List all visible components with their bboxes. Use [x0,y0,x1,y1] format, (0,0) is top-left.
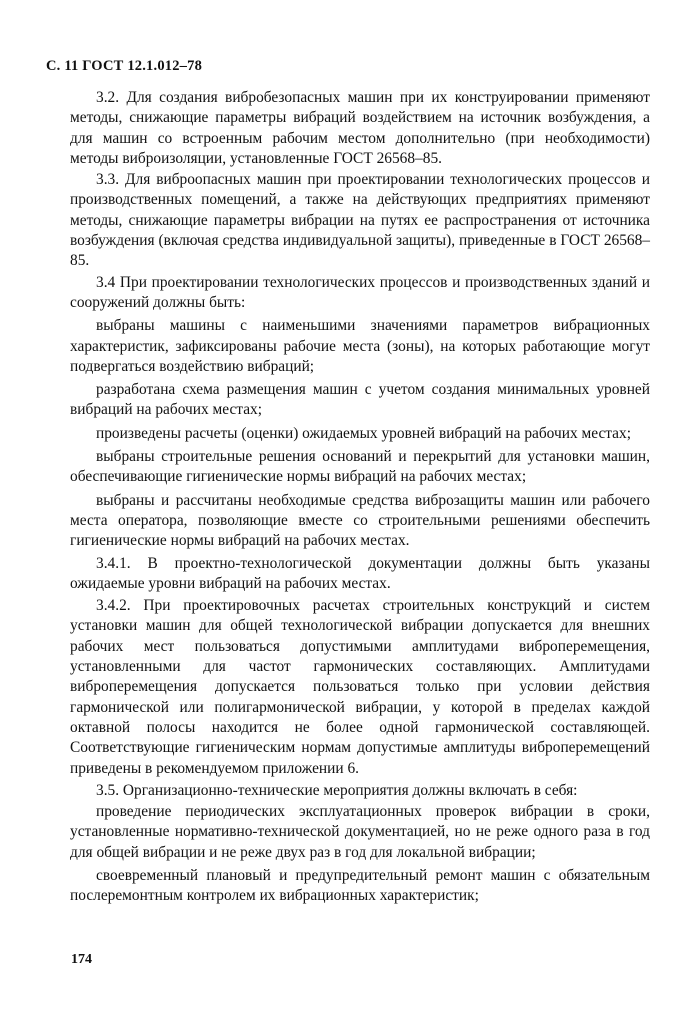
paragraph-3-4: 3.4 При проектировании технологических процессов и производственных зданий и сооружений должны быть: [70,273,650,311]
document-body [70,88,650,908]
paragraph-3-4-item-5: выбраны и рассчитаны необходимые средства виброзащиты машин или рабочего места оператора, позволяющие вместе со строительными решениями обеспечить гигиенические нормы вибраций на рабочих местах. [70,491,650,550]
paragraph-3-4-item-3: произведены расчеты (оценки) ожидаемых уровней вибраций на рабочих местах; [96,424,631,442]
running-header: С. 11 ГОСТ 12.1.012–78 [46,58,203,74]
paragraph-3-4-1: 3.4.1. В проектно-технологической документации должны быть указаны ожидаемые уровни вибраций на рабочих местах. [70,554,650,592]
paragraph-3-4-2: 3.4.2. При проектировочных расчетах строительных конструкций и систем установки машин для общей технологической вибрации допускается для внешних рабочих мест пользоваться допустимыми амплитудами виброперемещения, установленными для частот гармонических составляющих. Амплитудами виброперемещения допускается пользоваться только при условии действия гармонической или полигармонической вибрации, у которой в пределах каждой октавной полосы находится не более одной гармонической составляющей. Соответствующие гигиеническим нормам допустимые амплитуды виброперемещений приведены в рекомендуемом приложении 6. [70,597,650,777]
paragraph-3-4-item-2: разработана схема размещения машин с учетом создания минимальных уровней вибраций на рабочих местах; [70,381,650,419]
paragraph-3-4-item-4: выбраны строительные решения оснований и перекрытий для установки машин, обеспечивающие гигиенические нормы вибраций на рабочих местах; [70,448,650,486]
paragraph-3-5-item-2: своевременный плановый и предупредительный ремонт машин с обязательным послеремонтным контролем их вибрационных характеристик; [70,866,650,905]
paragraph-3-3: 3.3. Для виброопасных машин при проектировании технологических процессов и производственных помещений, а также на действующих предприятиях применяют методы, снижающие параметры вибрации на путях ее распространения от источника возбуждения (включая средства индивидуальной защиты), приведенные в ГОСТ 26568–85. [70,171,650,270]
paragraph-3-2: 3.2. Для создания вибробезопасных машин при их конструировании применяют методы, снижающие параметры вибраций воздействием на источник возбуждения, а для машин со встроенным рабочим местом дополнительно (при необходимости) методы виброизоляции, установленные ГОСТ 26568–85. [70,89,650,167]
paragraph-3-5-item-1: проведение периодических эксплуатационных проверок вибрации в сроки, установленные нормативно-технической документацией, но не реже одного раза в год для общей вибрации и не реже двух раз в год для локальной вибрации; [70,803,650,861]
page-number: 174 [71,952,92,967]
paragraph-3-4-item-1: выбраны машины с наименьшими значениями параметров вибрационных характеристик, зафиксированы рабочие места (зоны), на которых работающие могут подвергаться воздействию вибраций; [70,317,650,375]
paragraph-3-5: 3.5. Организационно-технические мероприятия должны включать в себя: [96,781,578,799]
